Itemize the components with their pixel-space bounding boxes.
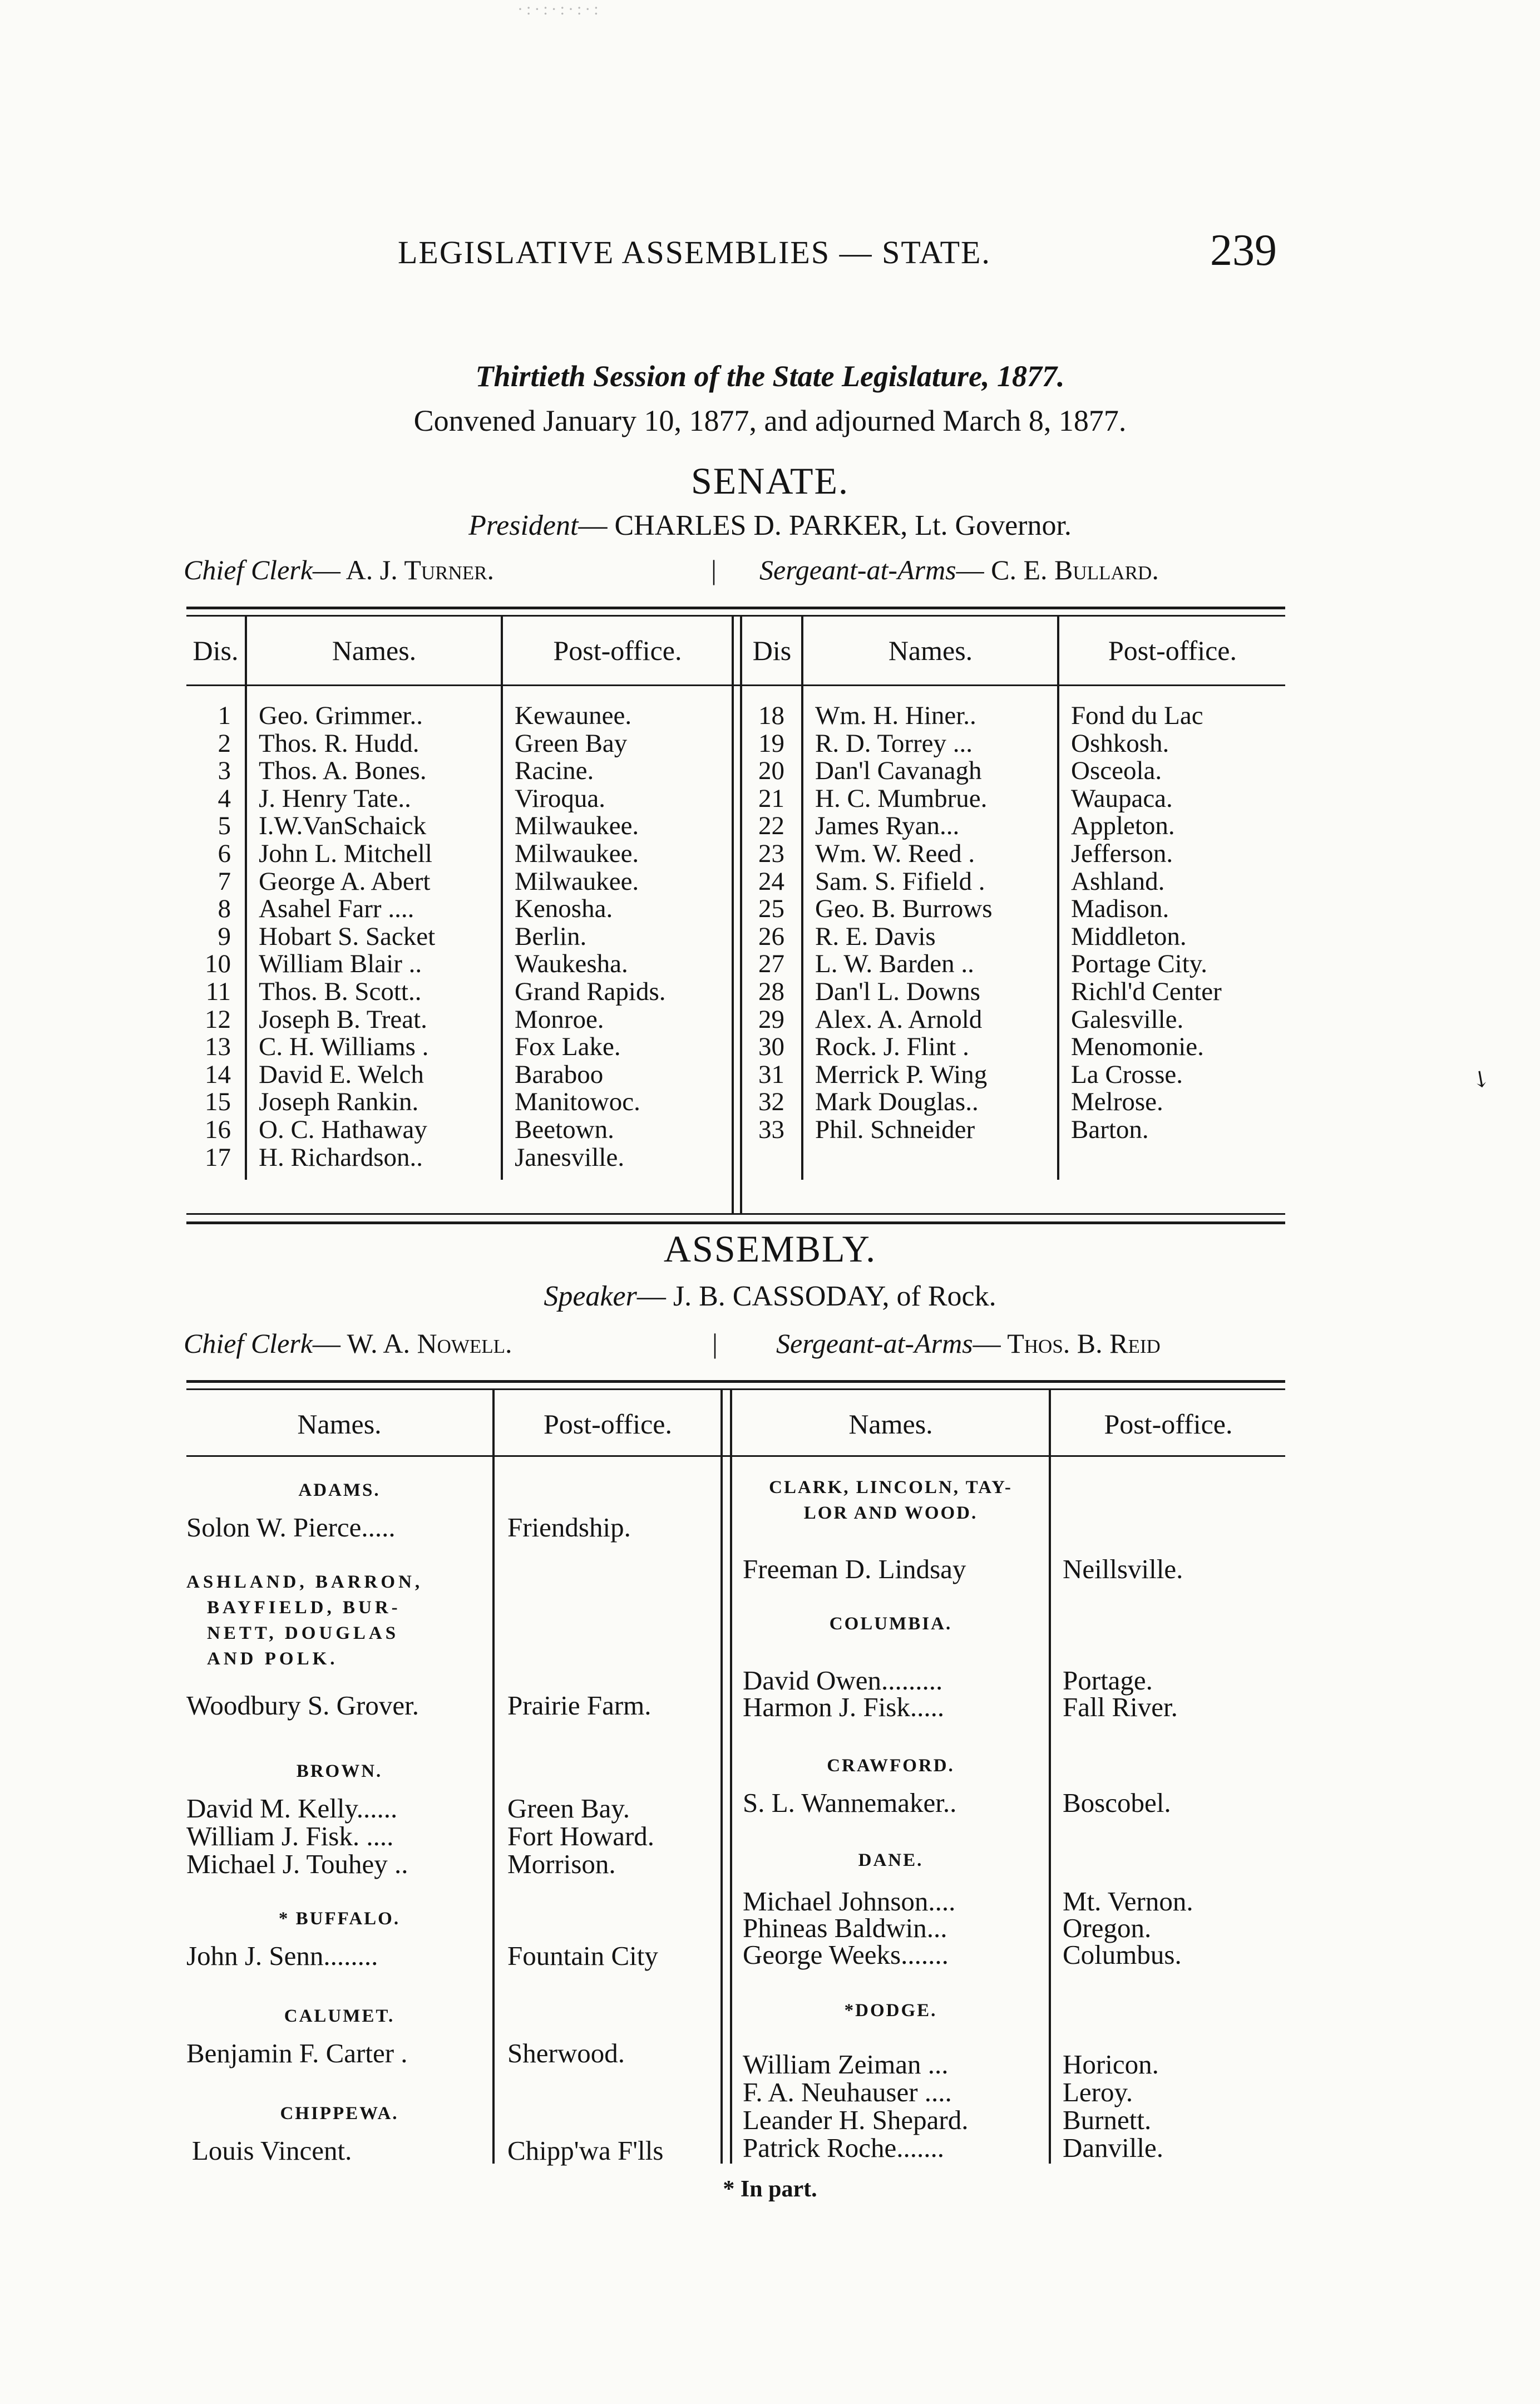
senate-district-number: 29 [758,1005,784,1034]
senate-district-number: 15 [205,1087,231,1116]
senate-separator: | [711,554,717,585]
chief-clerk-label: Chief Clerk [184,554,313,585]
senator-post-office: Baraboo [515,1060,604,1089]
member-name: David Owen......... [743,1665,943,1696]
senator-post-office: Berlin. [515,922,587,951]
county-heading: ADAMS. [298,1480,381,1500]
assembly-col-rule [1049,1390,1051,2164]
senate-district-number: 27 [758,949,784,978]
assembly-top-rule [186,1380,1285,1383]
senate-district-number: 24 [758,867,784,896]
sergeant-name: — C. E. Bullard. [956,554,1159,585]
senator-name: Phil. Schneider [815,1115,975,1144]
senator-name: Rock. J. Flint . [815,1032,969,1061]
member-name: S. L. Wannemaker.. [743,1787,957,1818]
assembly-heading: ASSEMBLY. [663,1228,877,1270]
senate-district-number: 18 [758,701,784,730]
member-name: Woodbury S. Grover. [186,1690,419,1721]
assembly-sergeant [776,1327,1161,1359]
senator-post-office: Middleton. [1071,922,1187,951]
senate-header-names: Names. [332,635,417,666]
senator-post-office: Fox Lake. [515,1032,621,1061]
senator-name: Dan'l L. Downs [815,977,980,1006]
senator-post-office: Milwaukee. [515,839,639,868]
senate-district-number: 1 [218,701,231,730]
senator-post-office: Racine. [515,756,594,785]
member-name: Benjamin F. Carter . [186,2038,408,2068]
senator-name: Thos. R. Hudd. [259,729,419,758]
senate-bottom-rule-2 [186,1221,1285,1224]
senate-col-rule [740,617,742,1213]
senator-post-office: Beetown. [515,1115,614,1144]
senator-post-office: Viroqua. [515,784,605,813]
assembly-header-post-office: Post-office. [544,1408,672,1440]
senate-district-number: 4 [218,784,231,813]
senate-district-number: 23 [758,839,784,868]
member-name: George Weeks....... [743,1939,949,1970]
member-name: Leander H. Shepard. [743,2105,969,2135]
county-heading: COLUMBIA. [829,1614,952,1634]
member-name: F. A. Neuhauser .... [743,2077,952,2107]
senate-district-number: 11 [205,977,231,1006]
senate-district-number: 3 [218,756,231,785]
member-name: Louis Vincent. [192,2135,352,2166]
senate-header-post-office: Post-office. [553,635,682,666]
scan-noise: ·:·:·:·:·: [517,0,602,18]
senator-post-office: Barton. [1071,1115,1149,1144]
member-name: David M. Kelly...... [186,1793,398,1824]
member-name: John J. Senn........ [186,1940,378,1971]
senate-col-rule [1057,617,1059,1180]
senator-name: Wm. W. Reed . [815,839,975,868]
senator-name: John L. Mitchell [259,839,432,868]
senator-post-office: Kenosha. [515,894,613,923]
senator-name: H. Richardson.. [259,1143,423,1172]
senate-header-rule [186,684,1285,686]
senator-name: Thos. A. Bones. [259,756,427,785]
senator-post-office: Kewaunee. [515,701,632,730]
chief-clerk-name: — A. J. Turner. [312,554,494,585]
member-post-office: Fort Howard. [507,1821,655,1851]
member-post-office: Sherwood. [507,2038,625,2068]
senator-name: Joseph Rankin. [259,1087,419,1116]
senator-post-office: Osceola. [1071,756,1162,785]
county-heading: *DODGE. [844,2001,937,2021]
senate-district-number: 9 [218,922,231,951]
senator-name: Hobart S. Sacket [259,922,436,951]
county-heading: AND POLK. [207,1649,338,1669]
senate-col-rule [732,617,734,1213]
page-number: 239 [1210,226,1277,275]
senator-post-office: Milwaukee. [515,867,639,896]
president-label: President [468,510,579,541]
county-heading: CHIPPEWA. [280,2104,399,2124]
county-heading: CLARK, LINCOLN, TAY- [769,1477,1013,1497]
senator-post-office: Ashland. [1071,867,1165,896]
senate-sergeant [759,554,1159,586]
senate-bottom-rule [186,1213,1285,1215]
senate-district-number: 30 [758,1032,784,1061]
assembly-header-names-2: Names. [848,1408,933,1440]
senate-top-rule-2 [186,615,1285,617]
senator-name: Dan'l Cavanagh [815,756,982,785]
senate-district-number: 13 [205,1032,231,1061]
member-post-office: Morrison. [507,1849,616,1879]
member-name: William J. Fisk. .... [186,1821,394,1851]
senator-name: George A. Abert [259,867,431,896]
senate-header-dis: Dis. [192,635,239,666]
member-name: Patrick Roche....... [743,2132,944,2163]
senator-post-office: Portage City. [1071,949,1207,978]
senate-district-number: 2 [218,729,231,758]
senator-post-office: Waupaca. [1071,784,1173,813]
member-name: Michael Johnson.... [743,1886,956,1917]
senator-name: William Blair .. [259,949,422,978]
member-name: William Zeiman ... [743,2049,949,2080]
assembly-top-rule-2 [186,1388,1285,1390]
assembly-chief-clerk-name: — W. A. Nowell. [312,1328,512,1359]
assembly-col-rule [492,1390,495,2164]
session-convened: Convened January 10, 1877, and adjourned March 8, 1877. [413,404,1127,437]
senator-name: R. D. Torrey ... [815,729,973,758]
senate-district-number: 7 [218,867,231,896]
member-name: Harmon J. Fisk..... [743,1692,945,1722]
senate-district-number: 32 [758,1087,784,1116]
senator-post-office: Monroe. [515,1005,604,1034]
senate-col-rule [801,617,803,1180]
stray-mark: ↘ [1466,1063,1496,1095]
senator-post-office: Galesville. [1071,1005,1184,1034]
senator-name: Mark Douglas.. [815,1087,979,1116]
senator-post-office: Jefferson. [1071,839,1173,868]
senator-post-office: Milwaukee. [515,811,639,840]
page-header-title: LEGISLATIVE ASSEMBLIES — STATE. [398,234,991,270]
member-post-office: Neillsville. [1063,1554,1183,1584]
senator-name: L. W. Barden .. [815,949,974,978]
senator-post-office: Waukesha. [515,949,628,978]
member-post-office: Horicon. [1063,2049,1159,2080]
county-heading: BROWN. [296,1761,383,1781]
county-heading: ASHLAND, BARRON, [186,1572,423,1592]
assembly-header-rule [186,1455,1285,1457]
senate-chief-clerk [184,554,494,586]
senator-name: O. C. Hathaway [259,1115,427,1144]
county-heading: LOR AND WOOD. [803,1503,978,1523]
member-name: Michael J. Touhey .. [186,1849,408,1879]
senate-district-number: 5 [218,811,231,840]
senate-district-number: 14 [205,1060,231,1089]
county-heading: CRAWFORD. [827,1756,955,1776]
county-heading: NETT, DOUGLAS [207,1623,399,1643]
senator-post-office: Richl'd Center [1071,977,1222,1006]
senator-post-office: Janesville. [515,1143,625,1172]
senator-post-office: Menomonie. [1071,1032,1204,1061]
senate-header-dis-2: Dis [752,635,792,666]
assembly-header-names: Names. [297,1408,382,1440]
member-post-office: Danville. [1063,2132,1163,2163]
senate-district-number: 31 [758,1060,784,1089]
senate-district-number: 28 [758,977,784,1006]
member-post-office: Fountain City [507,1940,658,1971]
president-name: — CHARLES D. PARKER, Lt. Governor. [578,510,1072,541]
senate-district-number: 6 [218,839,231,868]
senator-post-office: Grand Rapids. [515,977,666,1006]
assembly-separator: | [712,1328,718,1359]
assembly-col-rule [730,1390,732,2164]
senate-district-number: 19 [758,729,784,758]
senate-district-number: 16 [205,1115,231,1144]
member-post-office: Portage. [1063,1665,1153,1696]
member-name: Phineas Baldwin... [743,1913,947,1943]
senator-post-office: Oshkosh. [1071,729,1169,758]
member-name: Solon W. Pierce..... [186,1512,396,1543]
senator-post-office: La Crosse. [1071,1060,1183,1089]
speaker-label: Speaker [544,1280,637,1312]
member-post-office: Leroy. [1063,2077,1133,2107]
senator-name: C. H. Williams . [259,1032,429,1061]
senate-district-number: 8 [218,894,231,923]
assembly-speaker [0,1280,1540,1313]
senator-name: Sam. S. Fifield . [815,867,985,896]
senator-name: Alex. A. Arnold [815,1005,983,1034]
senator-name: J. Henry Tate.. [259,784,411,813]
footnote: * In part. [723,2176,817,2202]
member-post-office: Fall River. [1063,1692,1178,1722]
member-post-office: Burnett. [1063,2105,1152,2135]
senate-header-names-2: Names. [888,635,973,666]
senate-col-rule [501,617,503,1180]
senator-name: R. E. Davis [815,922,936,951]
senator-name: Geo. Grimmer.. [259,701,423,730]
county-heading: DANE. [858,1850,924,1870]
speaker-name: — J. B. CASSODAY, of Rock. [636,1280,996,1312]
assembly-chief-clerk [184,1327,512,1359]
senate-district-number: 33 [758,1115,784,1144]
senate-heading: SENATE. [690,460,850,502]
senate-district-number: 10 [205,949,231,978]
senator-name: I.W.VanSchaick [259,811,427,840]
senate-district-number: 26 [758,922,784,951]
member-post-office: Prairie Farm. [507,1690,651,1721]
senate-col-rule [245,617,247,1180]
senator-name: Joseph B. Treat. [259,1005,427,1034]
assembly-chief-clerk-label: Chief Clerk [184,1328,313,1359]
senator-post-office: Appleton. [1071,811,1175,840]
member-post-office: Oregon. [1063,1913,1152,1943]
senator-name: H. C. Mumbrue. [815,784,988,813]
senator-name: Wm. H. Hiner.. [815,701,976,730]
senate-district-number: 25 [758,894,784,923]
senator-name: Asahel Farr .... [259,894,414,923]
sergeant-label: Sergeant-at-Arms [759,554,956,585]
member-post-office: Friendship. [507,1512,631,1543]
senate-district-number: 12 [205,1005,231,1034]
member-post-office: Chipp'wa F'lls [507,2135,664,2166]
senate-district-number: 17 [205,1143,231,1172]
senate-header-post-office-2: Post-office. [1108,635,1237,666]
member-post-office: Columbus. [1063,1939,1182,1970]
assembly-col-rule [720,1390,723,2164]
county-heading: CALUMET. [284,2006,395,2026]
assembly-sergeant-name: — Thos. B. Reid [973,1328,1161,1359]
member-post-office: Green Bay. [507,1793,630,1824]
member-post-office: Mt. Vernon. [1063,1886,1193,1917]
assembly-sergeant-label: Sergeant-at-Arms [776,1328,973,1359]
senate-district-number: 22 [758,811,784,840]
senator-post-office: Fond du Lac [1071,701,1203,730]
senate-district-number: 21 [758,784,784,813]
session-title: Thirtieth Session of the State Legislature, 1877. [475,359,1065,393]
senate-top-rule [186,607,1285,609]
senator-post-office: Melrose. [1071,1087,1163,1116]
member-post-office: Boscobel. [1063,1787,1171,1818]
senator-name: Merrick P. Wing [815,1060,988,1089]
senator-post-office: Manitowoc. [515,1087,640,1116]
senate-district-number: 20 [758,756,784,785]
senator-name: Thos. B. Scott.. [259,977,422,1006]
senator-name: Geo. B. Burrows [815,894,993,923]
senator-name: David E. Welch [259,1060,424,1089]
county-heading: BAYFIELD, BUR- [207,1598,401,1618]
senator-name: James Ryan... [815,811,960,840]
senator-post-office: Madison. [1071,894,1169,923]
senate-president [0,509,1540,542]
senator-post-office: Green Bay [515,729,628,758]
county-heading: * BUFFALO. [278,1909,401,1929]
assembly-header-post-office-2: Post-office. [1104,1408,1233,1440]
member-name: Freeman D. Lindsay [743,1554,966,1584]
